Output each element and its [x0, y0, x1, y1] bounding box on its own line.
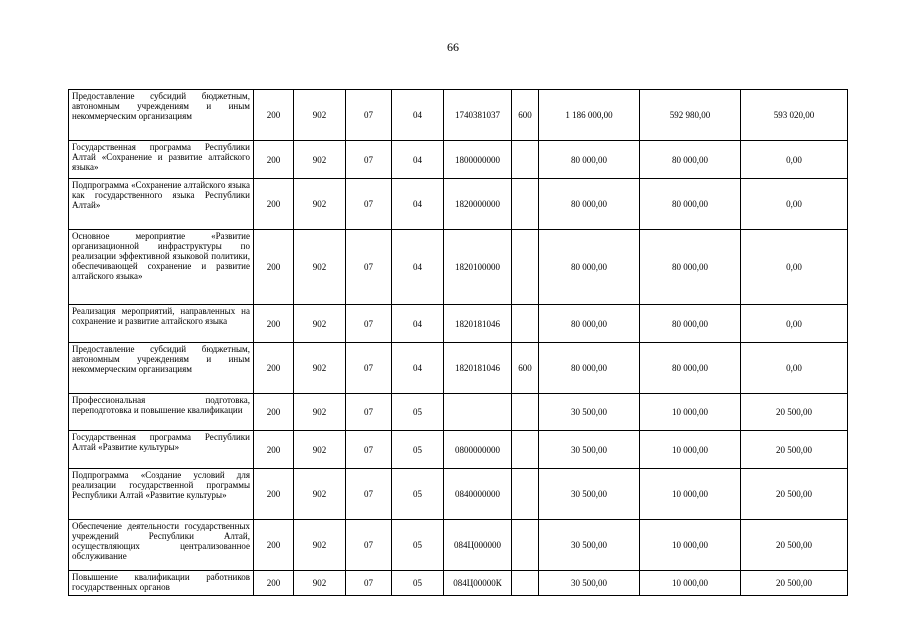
target-article-cell: 084Ц000000 — [444, 520, 512, 571]
code-cell: 04 — [392, 305, 444, 343]
code-cell: 200 — [254, 431, 294, 469]
amount-cell: 80 000,00 — [539, 343, 640, 394]
code-cell: 902 — [294, 141, 346, 179]
code-cell: 902 — [294, 394, 346, 431]
code-cell: 200 — [254, 469, 294, 520]
amount-cell: 80 000,00 — [539, 141, 640, 179]
code-cell: 902 — [294, 343, 346, 394]
row-name: Государственная программа Республики Алтай «Сохранение и развитие алтайского языка» — [69, 141, 254, 179]
table-row — [69, 230, 848, 305]
code-cell: 200 — [254, 343, 294, 394]
code-cell: 902 — [294, 90, 346, 141]
expense-type-cell: 600 — [512, 343, 539, 394]
row-name: Государственная программа Республики Алтай «Развитие культуры» — [69, 431, 254, 469]
row-name: Повышение квалификации работников государственных органов — [69, 571, 254, 596]
row-name: Профессиональная подготовка, переподготовка и повышение квалификации — [69, 394, 254, 431]
code-cell: 200 — [254, 90, 294, 141]
code-cell: 04 — [392, 179, 444, 230]
amount-cell: 592 980,00 — [640, 90, 741, 141]
row-name: Предоставление субсидий бюджетным, автономным учреждениям и иным некоммерческим организациям — [69, 343, 254, 394]
amount-cell: 0,00 — [741, 230, 848, 305]
expense-type-cell — [512, 469, 539, 520]
amount-cell: 10 000,00 — [640, 431, 741, 469]
code-cell: 902 — [294, 469, 346, 520]
table-row — [69, 343, 848, 394]
code-cell: 902 — [294, 520, 346, 571]
table-row — [69, 469, 848, 520]
code-cell: 200 — [254, 305, 294, 343]
target-article-cell: 1820181046 — [444, 343, 512, 394]
expense-type-cell: 600 — [512, 90, 539, 141]
amount-cell: 0,00 — [741, 343, 848, 394]
table-row — [69, 394, 848, 431]
amount-cell: 80 000,00 — [640, 230, 741, 305]
table-row — [69, 141, 848, 179]
code-cell: 04 — [392, 343, 444, 394]
code-cell: 05 — [392, 394, 444, 431]
code-cell: 200 — [254, 179, 294, 230]
code-cell: 902 — [294, 305, 346, 343]
amount-cell: 0,00 — [741, 179, 848, 230]
amount-cell: 10 000,00 — [640, 571, 741, 596]
amount-cell: 80 000,00 — [539, 230, 640, 305]
amount-cell: 10 000,00 — [640, 394, 741, 431]
row-name: Подпрограмма «Создание условий для реализации государственной программы Республики Алтай «Развитие культуры» — [69, 469, 254, 520]
code-cell: 200 — [254, 520, 294, 571]
target-article-cell: 084Ц00000К — [444, 571, 512, 596]
code-cell: 902 — [294, 571, 346, 596]
amount-cell: 30 500,00 — [539, 571, 640, 596]
amount-cell: 80 000,00 — [539, 305, 640, 343]
code-cell: 07 — [346, 305, 392, 343]
amount-cell: 80 000,00 — [539, 179, 640, 230]
budget-table — [68, 89, 848, 596]
expense-type-cell — [512, 431, 539, 469]
code-cell: 05 — [392, 431, 444, 469]
code-cell: 04 — [392, 90, 444, 141]
row-name: Реализация мероприятий, направленных на сохранение и развитие алтайского языка — [69, 305, 254, 343]
row-name: Обеспечение деятельности государственных учреждений Республики Алтай, осуществляющих централизованное обслуживание — [69, 520, 254, 571]
expense-type-cell — [512, 230, 539, 305]
target-article-cell: 1800000000 — [444, 141, 512, 179]
code-cell: 07 — [346, 571, 392, 596]
code-cell: 05 — [392, 469, 444, 520]
code-cell: 902 — [294, 230, 346, 305]
row-name: Подпрограмма «Сохранение алтайского языка как государственного языка Республики Алтай» — [69, 179, 254, 230]
code-cell: 07 — [346, 343, 392, 394]
code-cell: 200 — [254, 571, 294, 596]
expense-type-cell — [512, 520, 539, 571]
target-article-cell: 1820000000 — [444, 179, 512, 230]
amount-cell: 30 500,00 — [539, 520, 640, 571]
target-article-cell: 1820181046 — [444, 305, 512, 343]
target-article-cell: 1820100000 — [444, 230, 512, 305]
code-cell: 902 — [294, 431, 346, 469]
code-cell: 04 — [392, 230, 444, 305]
target-article-cell — [444, 394, 512, 431]
target-article-cell: 0840000000 — [444, 469, 512, 520]
code-cell: 05 — [392, 571, 444, 596]
code-cell: 200 — [254, 230, 294, 305]
amount-cell: 20 500,00 — [741, 394, 848, 431]
code-cell: 200 — [254, 394, 294, 431]
amount-cell: 80 000,00 — [640, 305, 741, 343]
code-cell: 07 — [346, 520, 392, 571]
amount-cell: 20 500,00 — [741, 431, 848, 469]
table-row — [69, 90, 848, 141]
expense-type-cell — [512, 179, 539, 230]
page-number: 66 — [447, 40, 459, 54]
code-cell: 04 — [392, 141, 444, 179]
code-cell: 07 — [346, 179, 392, 230]
target-article-cell: 0800000000 — [444, 431, 512, 469]
code-cell: 07 — [346, 469, 392, 520]
code-cell: 902 — [294, 179, 346, 230]
code-cell: 07 — [346, 90, 392, 141]
amount-cell: 30 500,00 — [539, 394, 640, 431]
amount-cell: 80 000,00 — [640, 343, 741, 394]
amount-cell: 1 186 000,00 — [539, 90, 640, 141]
target-article-cell: 1740381037 — [444, 90, 512, 141]
amount-cell: 20 500,00 — [741, 520, 848, 571]
amount-cell: 10 000,00 — [640, 469, 741, 520]
table-row — [69, 520, 848, 571]
amount-cell: 80 000,00 — [640, 141, 741, 179]
amount-cell: 0,00 — [741, 305, 848, 343]
table-row — [69, 305, 848, 343]
table-row — [69, 179, 848, 230]
expense-type-cell — [512, 394, 539, 431]
expense-type-cell — [512, 571, 539, 596]
row-name: Предоставление субсидий бюджетным, автономным учреждениям и иным некоммерческим организациям — [69, 90, 254, 141]
amount-cell: 30 500,00 — [539, 431, 640, 469]
code-cell: 07 — [346, 141, 392, 179]
amount-cell: 20 500,00 — [741, 469, 848, 520]
row-name: Основное мероприятие «Развитие организационной инфраструктуры по реализации эффективной языковой политики, обеспечивающей сохранение и развитие алтайского языка» — [69, 230, 254, 305]
amount-cell: 30 500,00 — [539, 469, 640, 520]
expense-type-cell — [512, 305, 539, 343]
amount-cell: 80 000,00 — [640, 179, 741, 230]
code-cell: 05 — [392, 520, 444, 571]
code-cell: 07 — [346, 431, 392, 469]
code-cell: 07 — [346, 230, 392, 305]
amount-cell: 10 000,00 — [640, 520, 741, 571]
amount-cell: 20 500,00 — [741, 571, 848, 596]
amount-cell: 0,00 — [741, 141, 848, 179]
table-row — [69, 431, 848, 469]
expense-type-cell — [512, 141, 539, 179]
code-cell: 07 — [346, 394, 392, 431]
code-cell: 200 — [254, 141, 294, 179]
amount-cell: 593 020,00 — [741, 90, 848, 141]
table-row — [69, 571, 848, 596]
